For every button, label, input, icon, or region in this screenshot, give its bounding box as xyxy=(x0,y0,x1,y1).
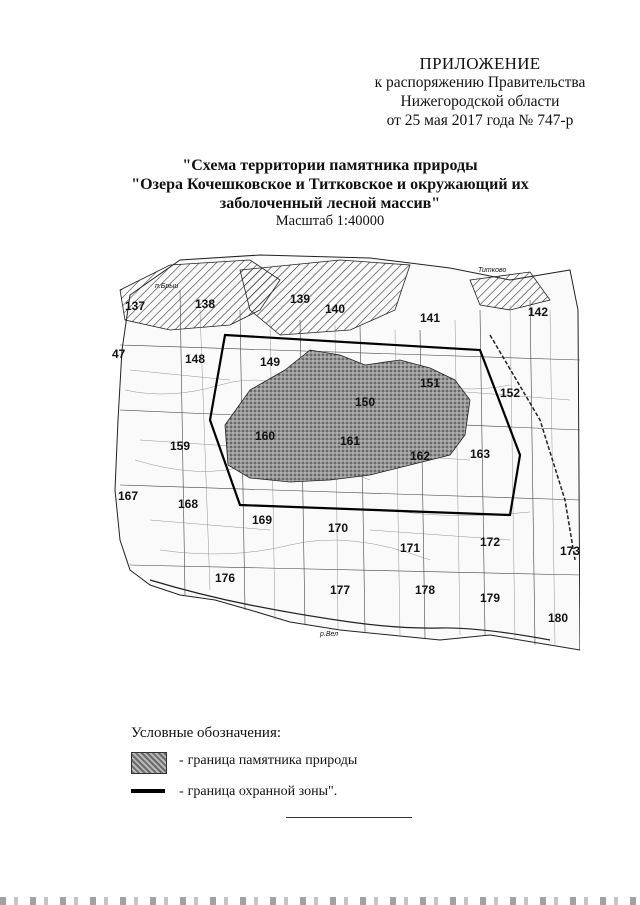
closing-rule xyxy=(286,817,412,818)
legend-item-monument-label: граница памятника природы xyxy=(187,753,358,768)
appendix-line-3: от 25 мая 2017 года № 747-р xyxy=(386,112,574,129)
quarter-167: 167 xyxy=(118,489,139,503)
quarter-173: 173 xyxy=(560,544,580,558)
quarter-162: 162 xyxy=(410,449,431,463)
legend-title: Условные обозначения: xyxy=(131,725,282,741)
quarter-168: 168 xyxy=(178,497,199,511)
quarter-47: 47 xyxy=(112,347,126,361)
quarter-138: 138 xyxy=(195,297,216,311)
quarter-170: 170 xyxy=(328,521,349,535)
river-label-bryi: п.Брыи xyxy=(155,283,179,290)
quarter-180: 180 xyxy=(548,611,569,625)
quarter-150: 150 xyxy=(355,395,376,409)
quarter-148: 148 xyxy=(185,352,206,366)
quarter-169: 169 xyxy=(252,513,273,527)
quarter-152: 152 xyxy=(500,386,521,400)
document-title xyxy=(120,156,540,213)
appendix-title: ПРИЛОЖЕНИЕ xyxy=(419,54,541,73)
quarter-141: 141 xyxy=(420,311,441,325)
appendix-line-1: к распоряжению Правительства xyxy=(374,74,586,91)
quarter-149: 149 xyxy=(260,355,281,369)
quarter-160: 160 xyxy=(255,429,276,443)
legend-dash-1: - xyxy=(179,753,184,768)
map-scale: Масштаб 1:40000 xyxy=(275,213,385,229)
legend-item-buffer-label: граница охранной зоны". xyxy=(187,784,338,799)
quarter-177: 177 xyxy=(330,583,351,597)
quarter-137: 137 xyxy=(125,299,146,313)
appendix-block xyxy=(330,54,630,130)
place-label-titkovo: Титково xyxy=(478,267,507,274)
quarter-159: 159 xyxy=(170,439,191,453)
legend-item-buffer xyxy=(175,784,337,800)
legend-monument-swatch xyxy=(131,752,167,774)
quarter-140: 140 xyxy=(325,302,346,316)
appendix-line-2: Нижегородской области xyxy=(400,93,560,110)
quarter-179: 179 xyxy=(480,591,501,605)
quarter-139: 139 xyxy=(290,292,311,306)
title-line-2: "Озера Кочешковское и Титковское и окружающий их xyxy=(131,176,529,193)
legend-buffer-line xyxy=(131,789,165,793)
title-line-3: заболоченный лесной массив" xyxy=(219,195,441,212)
quarter-172: 172 xyxy=(480,535,501,549)
quarter-163: 163 xyxy=(470,447,491,461)
quarter-171: 171 xyxy=(400,541,421,555)
quarter-176: 176 xyxy=(215,571,236,585)
quarter-142: 142 xyxy=(528,305,549,319)
river-label-vel: р.Вел xyxy=(320,631,339,638)
legend-item-monument xyxy=(175,753,357,769)
scan-artifact-strip xyxy=(0,897,640,905)
quarter-151: 151 xyxy=(420,376,441,390)
legend-dash-2: - xyxy=(179,784,184,799)
quarter-161: 161 xyxy=(340,434,361,448)
territory-map xyxy=(110,250,580,670)
quarter-178: 178 xyxy=(415,583,436,597)
title-line-1: "Схема территории памятника природы xyxy=(182,157,478,174)
